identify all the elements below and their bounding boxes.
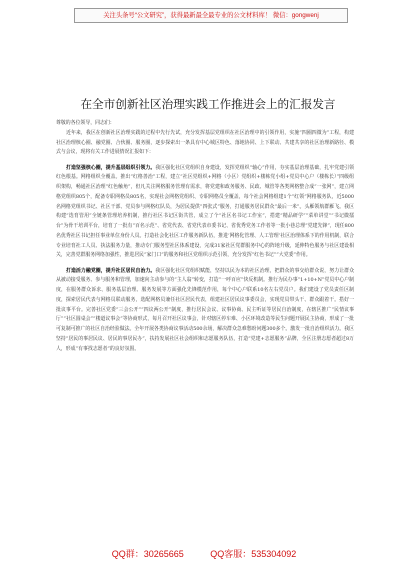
page-footer bbox=[0, 547, 408, 560]
salutation: 尊敬的各位领导，同志们： bbox=[56, 120, 115, 126]
section-2-body: 我区强化社区党组织赋能，坚持以民为本的社区治理，把群众的事交给群众说，努力让群众从被动接受服务、参与服务和管理，加速向主动参与的“主人翁”转变，打造“一呼百应”快反机制。推行为民办事“1+10+N”党员中心户制度，在服务群众诉求、服务基层治理、服务发展等方面强化先锋模范作用，每个中心户联系10名左右党员户。我们建设了党员责任区制度，探索居民代表与网格员联动服务，选配网格员兼任社区居民代表，组建社区居民议事委员会，实现党员带头干、群众跟着干。搭好一批议事平台。完善社区党委“三会公开”“四议两公开”制度，推行居民会议、议事协商、民主听证等居民自治制度，在辖区推广“民情议事厅”“社区圆桌会”“楼道议事会”等协商形式，每月召开社区议事会，针对辖区停车难、小区环境改造等民生问题开展民主协商，形成了一批可复制可推广的社区自治经验做法。全年开展各类协商议事活动500余场，解决群众急难愁盼问题300多个。激发一批自治组织活力。我区坚持“居民的事居民议、居民的事居民办”，扶持发展社区社会组织和志愿服务队伍，打造“党建+志愿服务”品牌，全区注册志愿者超过8万人，形成“有事找志愿者”的良好氛围。 bbox=[56, 267, 354, 352]
document-title: 在全市创新社区治理实践工作推进会上的汇报发言 bbox=[80, 98, 336, 111]
section-1-body: 我区强化社区党组织自身建设，发挥党组织“轴心”作用，夯实基层治理基础，扎牢党建引领红色根基。网格组织全覆盖。推出“红格善治”工程，建立“社区党组织+网格（小区）党组织+楼栋党小组+党员中心户（楼栋长）”四级组织架构，畅通社区治理“红色触角”，但凡关注网格服务管理有需求，将党建和政务服务、民政、城管等各类网格整合成“一张网”，建立网格党组织805个，配备专职网格员805名，实现社会网格党组织、专职网格员全覆盖，每个社会网格组建1个“红领”网格服务队，近5000名网格党组织书记、社区干部、党员参与网格红队员，为居民提供“四张式”服务，打通服务居民群众“最后一米”。头雁领航群雁飞。我区构建“选育管用”全链条管理培养机制，推行社区书记区街共管，成立了个“社区名书记工作室”，搭建“精品研学”“菜单讲堂”“书记微擂台”为骨干培训平台，培育了一批有“百名示范”、省党代表、省党代表市委书记、省优秀党务工作者等一批小巷总理“党建先锋”，现任800名优秀社区书记担任事业单位身份人员。打造社会化社区工作服务新队伍，推进‘网格化管理、人工管理’社区治理体系下的作用机制，联合专业培育社工人员、执法服务力量，推动专门服务型社区体系建设，完成31家社区党群服务中心的阵地升级，延伸特色服务与社区建设相关，完善党群服务网络加强性，推进居民“家门口”的服务和社区党组织示范引领，充分发挥“红色书记”“大党委”作用。 bbox=[56, 164, 354, 259]
document-body bbox=[56, 119, 354, 354]
section-2-heading: 打造活力融党圈，提升社区居民自治力。 bbox=[66, 267, 156, 274]
intro-paragraph: 近年来，我区在创新社区治理实践的过程中先行先试，充分发挥基层党组织在社区治理中的引领作用，实施“四圈四微为”工程，构建社区治理核心圈、融党圈、合伙圈、服务圈，逐步探索出一条具有中心城区特色、落地协同、上下联动、共建共享的社区治理新路径、模式与会议，现将有关工作进展情况汇报如下： bbox=[56, 129, 354, 156]
promo-banner: 关注头条号“公文研究”，获得最新最全最专业的公文材料库！ 微信：gongwenj bbox=[74, 8, 348, 23]
section-1-paragraph bbox=[56, 164, 354, 262]
footer-qq-group: QQ群：30265665 bbox=[111, 549, 184, 559]
footer-qq-service: QQ客服：535304092 bbox=[210, 549, 297, 559]
section-2-paragraph bbox=[56, 267, 354, 355]
section-1-heading: 打造坚强核心圈，提升基层组织引领力。 bbox=[66, 164, 156, 171]
